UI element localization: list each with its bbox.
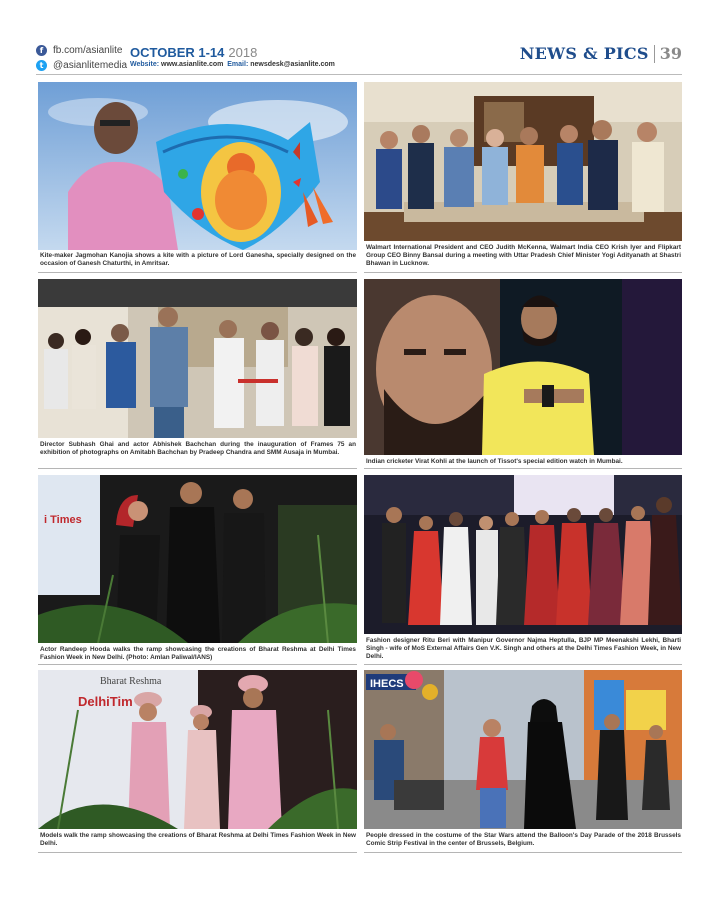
- header-rule: [36, 74, 682, 75]
- caption-rule: [38, 272, 357, 273]
- title-divider: [654, 45, 655, 63]
- caption-rule: [364, 468, 682, 469]
- email-link[interactable]: newsdesk@asianlite.com: [250, 61, 335, 68]
- backdrop-sign: DelhiTim: [78, 694, 133, 709]
- facebook-icon: f: [36, 45, 47, 56]
- caption-virat-kohli: Indian cricketer Virat Kohli at the launch of Tissot's special edition watch in Mumbai.: [366, 458, 623, 465]
- photo-exhibition-inauguration[interactable]: [38, 279, 357, 438]
- twitter-icon: t: [36, 60, 47, 71]
- caption-rule: [38, 852, 357, 853]
- contact-line: [130, 61, 335, 68]
- backdrop-sign: i Times: [44, 514, 82, 526]
- caption-ritu-beri: Fashion designer Ritu Beri with Manipur Governor Najma Heptulla, BJP MP Meenakshi Lekhi, Bharti Singh - wife of MoS External Affairs Gen V.K. Singh and others at the Delhi Times Fashion Week, in New Delhi.: [366, 637, 681, 660]
- social-links: [36, 44, 127, 74]
- edition-date: [130, 44, 257, 62]
- caption-models-ramp: Models walk the ramp showcasing the creations of Bharat Reshma at Delhi Times Fashion Week in New Delhi.: [40, 832, 356, 847]
- twitter-handle: @asianlitemedia: [53, 60, 128, 71]
- caption-exhibition: Director Subhash Ghai and actor Abhishek Bachchan during the inauguration of Frames 75 an exhibition of photographs on Amitabh Bachchan by Pradeep Chandra and SMM Ausaja in Mumbai.: [40, 441, 356, 456]
- page-header: [36, 44, 682, 74]
- website-link[interactable]: www.asianlite.com: [161, 61, 224, 68]
- photo-star-wars-parade[interactable]: [364, 670, 682, 829]
- email-label: Email:: [227, 61, 249, 68]
- caption-rule: [364, 272, 682, 273]
- issue-year: 2018: [228, 45, 258, 60]
- caption-rule: [364, 852, 682, 853]
- caption-rule: [38, 468, 357, 469]
- issue-date: OCTOBER 1-14: [130, 45, 225, 60]
- caption-rule: [364, 664, 682, 665]
- photo-walmart-meeting[interactable]: [364, 82, 682, 241]
- caption-walmart-meeting: Walmart International President and CEO Judith McKenna, Walmart India CEO Krish Iyer and Flipkart Group CEO Binny Bansal during a meeting with Uttar Pradesh Chief Minister Yogi Adityanath at Shastri Bhawan in Lucknow.: [366, 244, 681, 267]
- photo-randeep-hooda[interactable]: [38, 475, 357, 643]
- facebook-link[interactable]: [36, 44, 127, 57]
- caption-star-wars-parade: People dressed in the costume of the Star Wars attend the Balloon's Day Parade of the 2018 Brussels Comic Strip Festival in the center of Brussels, Belgium.: [366, 832, 681, 847]
- section-title: [520, 44, 682, 63]
- caption-kite-maker: Kite-maker Jagmohan Kanojia shows a kite with a picture of Lord Ganesha, specially designed on the occasion of Ganesh Chaturthi, in Amritsar.: [40, 252, 356, 267]
- website-label: Website:: [130, 61, 160, 68]
- photo-models-ramp[interactable]: [38, 670, 357, 829]
- backdrop-sign: Bharat Reshma: [100, 676, 162, 687]
- photo-kite-maker[interactable]: [38, 82, 357, 250]
- twitter-link[interactable]: [36, 59, 127, 72]
- photo-ritu-beri[interactable]: [364, 475, 682, 634]
- caption-randeep-hooda: Actor Randeep Hooda walks the ramp showcasing the creations of Bharat Reshma at Delhi Times Fashion Week in New Delhi. (Photo: Amlan Paliwal/IANS): [40, 646, 356, 661]
- photo-virat-kohli[interactable]: [364, 279, 682, 455]
- page-number: 39: [659, 44, 682, 63]
- building-sign: IHECS: [370, 678, 404, 690]
- section-name: NEWS & PICS: [519, 44, 649, 63]
- caption-rule: [38, 664, 357, 665]
- facebook-handle: fb.com/asianlite: [53, 45, 123, 56]
